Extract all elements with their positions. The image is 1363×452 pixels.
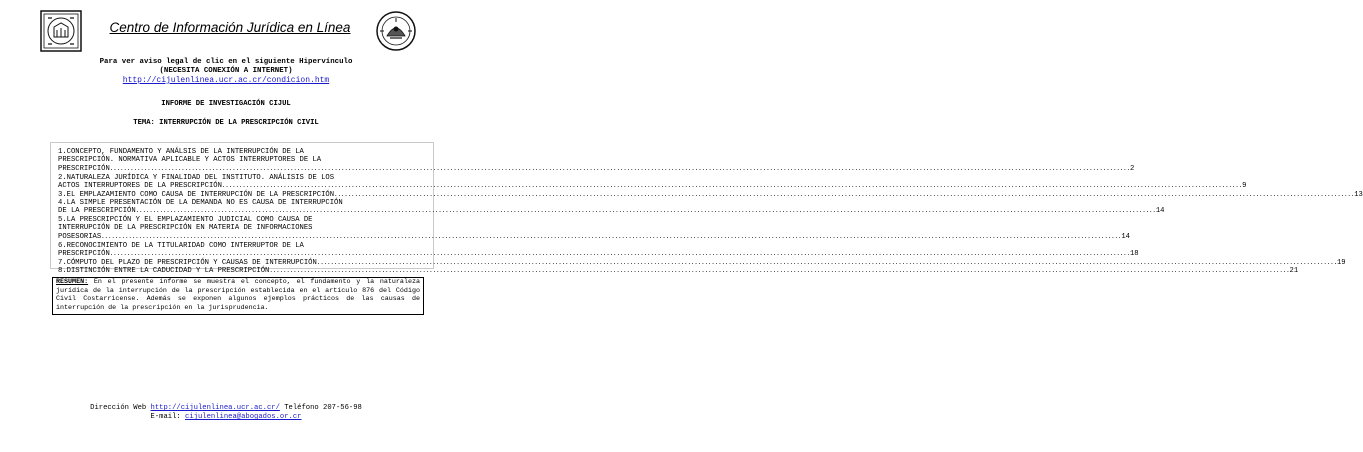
toc-leader-dots: ............................................................................................................................................................................................................................................................................................................ xyxy=(316,259,1337,266)
toc-entry-last-line xyxy=(58,250,1139,259)
faculty-seal-icon xyxy=(375,10,417,52)
footer-web-label: Dirección Web xyxy=(90,404,151,412)
toc-entry-text: POSESORIAS xyxy=(58,232,102,241)
footer-email-line xyxy=(0,413,452,421)
toc-page-number: 19 xyxy=(1336,259,1346,267)
toc-entry-text: 8.DISTINCIÓN ENTRE LA CADUCIDAD Y LA PRESCRIPCIÓN xyxy=(58,267,270,275)
toc-entry-line: 2.NATURALEZA JURÍDICA Y FINALIDAD DEL INSTITUTO. ANÁLISIS DE LOS xyxy=(58,174,335,182)
toc-page-number: 18 xyxy=(1129,250,1139,259)
legal-notice-line: Para ver aviso legal de clic en el siguiente Hipervínculo xyxy=(99,58,353,66)
toc-entry[interactable] xyxy=(58,199,1165,216)
toc-entry[interactable] xyxy=(58,267,1299,275)
footer-web-line xyxy=(0,404,452,412)
footer-phone: Teléfono 207-56-98 xyxy=(279,404,362,412)
summary-label: RESUMEN: xyxy=(56,278,89,286)
toc-entry-line: 4.LA SIMPLE PRESENTACIÓN DE LA DEMANDA NO ES CAUSA DE INTERRUPCIÓN xyxy=(58,199,343,207)
toc-leader-dots: ............................................................................................................................................................................................................................................................................................................ xyxy=(135,207,1156,215)
toc-entry[interactable] xyxy=(58,216,1130,241)
toc-entry-text: 7.CÓMPUTO DEL PLAZO DE PRESCRIPCIÓN Y CAUSAS DE INTERRUPCIÓN xyxy=(58,259,317,267)
toc-leader-dots: ............................................................................................................................................................................................................................................................................................................ xyxy=(221,182,1243,190)
university-seal-icon xyxy=(40,10,82,52)
toc-page-number: 9 xyxy=(1242,182,1247,191)
toc-page-number: 14 xyxy=(1121,232,1130,241)
toc-page-number: 2 xyxy=(1129,164,1135,173)
toc-entry-line: PRESCRIPCIÓN. NORMATIVA APLICABLE Y ACTOS INTERRUPTORES DE LA xyxy=(58,156,322,165)
toc-page-number: 21 xyxy=(1289,267,1299,275)
toc-entry-text: PRESCRIPCIÓN xyxy=(58,250,110,259)
toc-page-number: 13 xyxy=(1354,191,1363,199)
toc-leader-dots: ............................................................................................................................................................................................................................................................................................................ xyxy=(101,232,1122,240)
toc-entry-text: ACTOS INTERRUPTORES DE LA PRESCRIPCIÓN xyxy=(58,182,222,191)
toc-page-number: 14 xyxy=(1155,207,1165,216)
toc-entry-last-line xyxy=(58,207,1165,216)
toc-entry-last-line xyxy=(58,267,1299,275)
toc-leader-dots: ............................................................................................................................................................................................................................................................................................................ xyxy=(109,250,1130,258)
toc-entry-line: 1.CONCEPTO, FUNDAMENTO Y ANÁLSIS DE LA INTERRUPCIÓN DE LA xyxy=(58,148,304,156)
toc-leader-dots: ............................................................................................................................................................................................................................................................................................................ xyxy=(269,267,1290,274)
connection-required-note: (NECESITA CONEXIÓN A INTERNET) xyxy=(159,67,293,75)
toc-entry-text: DE LA PRESCRIPCIÓN xyxy=(58,207,136,216)
toc-leader-dots: ............................................................................................................................................................................................................................................................................................................ xyxy=(109,164,1130,172)
header-title: Centro de Información Jurídica en Línea xyxy=(109,20,351,35)
summary-box xyxy=(52,277,424,315)
report-topic: TEMA: INTERRUPCIÓN DE LA PRESCRIPCIÓN CIVIL xyxy=(133,119,319,127)
toc-entry[interactable] xyxy=(58,174,1247,191)
summary-body: En el presente informe se muestra el concepto, el fundamento y la naturaleza jurídica de la interrupción de la prescripción establecida en el artículo 876 del Código Civil Costarricense. Además se exponen algunos ejemplos prácticos de las causas de interrupción de la prescripción en la jurisprudencia. xyxy=(56,278,420,312)
toc-entry[interactable] xyxy=(58,148,1135,173)
toc-entry-line: INTERRUPCIÓN DE LA PRESCRIPCIÓN EN MATERIA DE INFORMACIONES xyxy=(58,224,313,233)
toc-entry[interactable] xyxy=(58,242,1139,259)
footer-email-link[interactable]: cijulenlinea@abogados.or.cr xyxy=(185,413,302,421)
footer-web-link[interactable]: http://cijulenlinea.ucr.ac.cr/ xyxy=(150,404,280,412)
toc-entry-last-line xyxy=(58,232,1130,241)
toc-entry-last-line xyxy=(58,164,1135,173)
report-heading: INFORME DE INVESTIGACIÓN CIJUL xyxy=(161,100,291,108)
toc-entry-line: 6.RECONOCIMIENTO DE LA TITULARIDAD COMO INTERRUPTOR DE LA xyxy=(58,242,304,250)
toc-entry-text: 3.EL EMPLAZAMIENTO COMO CAUSA DE INTERRUPCIÓN DE LA PRESCRIPCIÓN xyxy=(58,191,335,199)
toc-entry-line: 5.LA PRESCRIPCIÓN Y EL EMPLAZAMIENTO JUDICIAL COMO CAUSA DE xyxy=(58,216,313,224)
toc-entry-last-line xyxy=(58,182,1247,191)
summary-text xyxy=(56,278,420,312)
toc-entry-text: PRESCRIPCIÓN xyxy=(58,164,110,173)
toc-leader-dots: ............................................................................................................................................................................................................................................................................................................ xyxy=(334,191,1355,198)
footer-email-label: E-mail: xyxy=(150,413,186,421)
legal-notice-link[interactable]: http://cijulenlinea.ucr.ac.cr/condicion.htm xyxy=(122,76,330,85)
